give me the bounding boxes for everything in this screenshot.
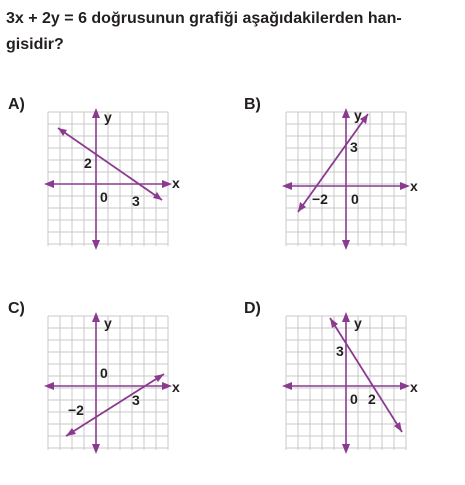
- origin-label: 0: [350, 391, 358, 407]
- x-axis-arrow-left: [282, 182, 292, 190]
- x-axis-arrow-right: [400, 382, 410, 390]
- option-c-graph[interactable]: [38, 308, 178, 458]
- y-intercept-label: 3: [350, 139, 358, 155]
- y-axis-arrow-up: [92, 312, 100, 322]
- y-intercept-label: 3: [336, 343, 344, 359]
- origin-label: 0: [100, 365, 108, 381]
- x-axis-arrow-right: [162, 382, 172, 390]
- option-a-letter[interactable]: A): [8, 96, 25, 113]
- option-a-graph[interactable]: [38, 104, 178, 254]
- y-axis-label: y: [104, 109, 112, 125]
- x-intercept-label: 3: [132, 193, 140, 209]
- x-axis-arrow-left: [44, 382, 54, 390]
- grid: [48, 112, 168, 246]
- y-axis-arrow-up: [92, 108, 100, 118]
- line-arrow-start: [66, 428, 76, 436]
- y-axis-arrow-down: [342, 444, 350, 454]
- x-axis-arrow-left: [282, 382, 292, 390]
- y-axis-arrow-down: [92, 240, 100, 250]
- option-d-letter[interactable]: D): [244, 300, 261, 317]
- x-axis-label: x: [172, 379, 180, 395]
- x-axis-label: x: [410, 178, 418, 194]
- question-text: [6, 6, 458, 58]
- y-intercept-label: 2: [84, 155, 92, 171]
- x-axis-arrow-right: [162, 180, 172, 188]
- graph-line: [330, 318, 402, 432]
- x-intercept-label: 3: [132, 392, 140, 408]
- x-axis-arrow-left: [44, 180, 54, 188]
- y-axis-label: y: [104, 315, 112, 331]
- graph-line: [58, 128, 162, 200]
- y-axis-arrow-down: [342, 240, 350, 250]
- option-d-graph[interactable]: [276, 308, 416, 458]
- origin-label: 0: [351, 191, 359, 207]
- x-axis-label: x: [410, 379, 418, 395]
- option-b-letter[interactable]: B): [244, 96, 261, 113]
- y-axis-label: y: [354, 315, 362, 331]
- x-axis-arrow-right: [400, 182, 410, 190]
- x-intercept-label: −2: [312, 191, 328, 207]
- x-intercept-label: 2: [368, 391, 376, 407]
- option-c-letter[interactable]: C): [8, 300, 25, 317]
- y-intercept-label: −2: [68, 402, 84, 418]
- question-line-2: gisidir?: [6, 36, 64, 53]
- y-axis-arrow-down: [92, 444, 100, 454]
- y-axis-arrow-up: [342, 312, 350, 322]
- option-b-graph[interactable]: [276, 104, 416, 254]
- y-axis-arrow-up: [342, 108, 350, 118]
- y-axis-label: y: [354, 107, 362, 123]
- x-axis-label: x: [172, 175, 180, 191]
- origin-label: 0: [100, 189, 108, 205]
- question-line-1: 3x + 2y = 6 doğrusunun grafiği aşağıdakilerden han-: [6, 10, 402, 27]
- line-arrow-start: [58, 128, 67, 136]
